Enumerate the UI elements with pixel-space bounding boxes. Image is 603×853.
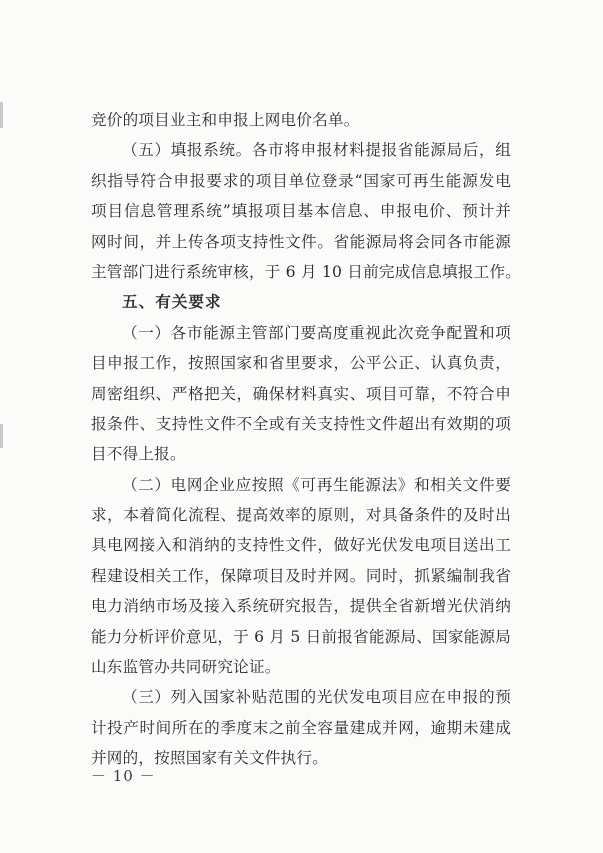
text-line: （一）各市能源主管部门要高度重视此次竞争配置和项	[122, 323, 511, 342]
document-body	[91, 105, 522, 774]
binding-edge-mark	[0, 424, 3, 448]
page-number: － 10 －	[91, 767, 156, 785]
text-line: 求，本着简化流程、提高效率的原则，对具备条件的及时出	[91, 506, 511, 525]
section-heading: 五、有关要求	[122, 293, 222, 312]
text-line: 织指导符合申报要求的项目单位登录“国家可再生能源发电	[91, 171, 511, 190]
binding-edge-mark	[0, 102, 3, 128]
text-line: 报条件、支持性文件不全或有关支持性文件超出有效期的项	[91, 414, 511, 433]
text-line: （二）电网企业应按照《可再生能源法》和相关文件要	[122, 475, 511, 494]
text-line: 网时间，并上传各项支持性文件。省能源局将会同各市能源	[91, 232, 511, 251]
text-line: 能力分析评价意见，于 6 月 5 日前报省能源局、国家能源局	[91, 627, 511, 646]
text-line: 并网的，按照国家有关文件执行。	[91, 749, 328, 768]
text-line: 电力消纳市场及接入系统研究报告，提供全省新增光伏消纳	[91, 597, 511, 616]
text-line: （五）填报系统。各市将申报材料提报省能源局后，组	[122, 141, 511, 160]
text-line: 山东监管办共同研究论证。	[91, 658, 281, 677]
text-line: 程建设相关工作，保障项目及时并网。同时，抓紧编制我省	[91, 566, 511, 585]
text-line: 目申报工作，按照国家和省里要求，公平公正、认真负责，	[91, 354, 511, 373]
text-line: 周密组织、严格把关，确保材料真实、项目可靠，不符合申	[91, 384, 511, 403]
text-line: 项目信息管理系统”填报项目基本信息、申报电价、预计并	[91, 202, 511, 221]
text-line: 计投产时间所在的季度末之前全容量建成并网，逾期未建成	[91, 718, 511, 737]
text-line: 具电网接入和消纳的支持性文件，做好光伏发电项目送出工	[91, 536, 511, 555]
text-line: （三）列入国家补贴范围的光伏发电项目应在申报的预	[122, 688, 511, 707]
text-line: 竞价的项目业主和申报上网电价名单。	[91, 111, 360, 129]
text-line: 目不得上报。	[91, 445, 186, 464]
text-line: 主管部门进行系统审核，于 6 月 10 日前完成信息填报工作。	[91, 262, 522, 281]
